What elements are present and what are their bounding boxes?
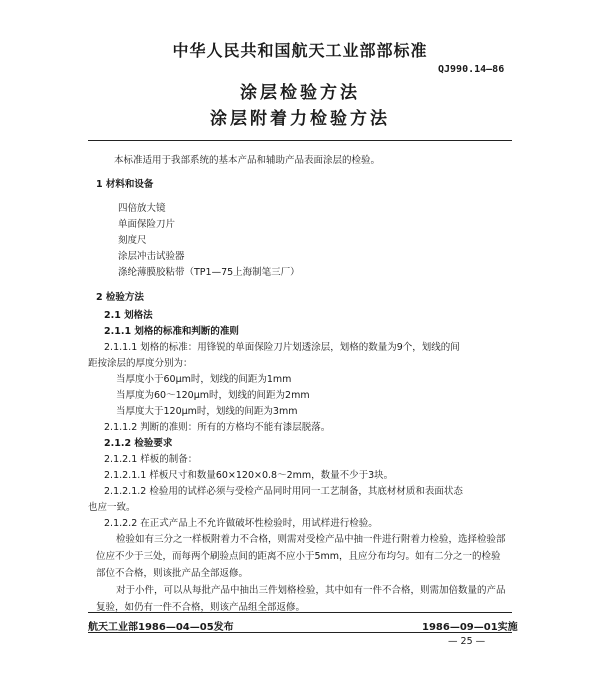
clause-2-1-2-1: 2.1.2.1 样板的制备： [104,454,198,465]
document-subtitle: 涂层附着力检验方法 [210,109,390,129]
issuing-organization: 中华人民共和国航天工业部部标准 [172,41,428,60]
document-title: 涂层检验方法 [240,83,360,103]
clause-2-1-1-1: 2.1.1.1 划格的标准：用锋锐的单面保险刀片划透涂层，划格的数量为9个，划线的间 [104,342,460,353]
material-item: 四倍放大镜 [118,203,166,214]
footer-rule-lower [88,632,512,633]
clause-2-1-1-2: 2.1.1.2 判断的准则：所有的方格均不能有漆层脱落。 [104,422,331,433]
section-1-heading: 1 材料和设备 [96,179,154,190]
clause-2-1-2-2: 2.1.2.2 在正式产品上不允许做破坏性检验时，用试样进行检验。 [104,518,378,529]
thickness-rule: 当厚度大于120μm时，划线的间距为3mm [116,406,298,417]
material-item: 涂层冲击试验器 [118,251,185,262]
clause-2-1-2-1-2-cont: 也应一致。 [88,502,136,513]
standard-code: QJ990.14—86 [438,64,505,75]
thickness-rule: 当厚度小于60μm时，划线的间距为1mm [116,374,292,385]
material-item: 涤纶薄膜胶粘带（TP1—75上海制笔三厂） [118,267,300,278]
clause-2-1-1-1-cont: 距按涂层的厚度分别为： [88,358,193,369]
section-2-heading: 2 检验方法 [96,292,144,303]
thickness-rule: 当厚度为60～120μm时，划线的间距为2mm [116,390,310,401]
clause-2-1-2-1-1: 2.1.2.1.1 样板尺寸和数量60×120×0.8～2mm，数量不少于3块。 [104,470,394,481]
section-2-1-2-heading: 2.1.2 检验要求 [104,438,173,449]
section-2-1-heading: 2.1 划格法 [104,310,153,321]
intro-paragraph: 本标准适用于我部系统的基本产品和辅助产品表面涂层的检验。 [114,155,381,166]
paragraph-small-parts: 对于小件，可以从每批产品中抽出三件划格检验，其中如有一件不合格，则需加倍数量的产品复验，如仍有一件不合格，则该产品组全部返修。 [96,585,506,613]
clause-2-1-2-1-2: 2.1.2.1.2 检验用的试样必须与受检产品同时用同一工艺制备，其底材材质和表面状态 [104,486,463,497]
issue-date: 航天工业部1986—04—05发布 [88,622,234,633]
paragraph-sampling: 检验如有三分之一样板附着力不合格，则需对受检产品中抽一件进行附着力检验，选择检验部位应不少于三处，而每两个刷验点间的距离不应小于5mm，且应分布均匀。如有二分之一的检验部位不合格，则该批产品全部返修。 [96,534,506,579]
effective-date: 1986—09—01实施 [422,622,518,633]
section-2-1-1-heading: 2.1.1 划格的标准和判断的准则 [104,326,239,337]
header-rule [88,140,512,141]
footer-rule [88,612,512,613]
material-item: 单面保险刀片 [118,219,176,230]
material-item: 刻度尺 [118,235,147,246]
page-number: — 25 — [448,636,486,647]
